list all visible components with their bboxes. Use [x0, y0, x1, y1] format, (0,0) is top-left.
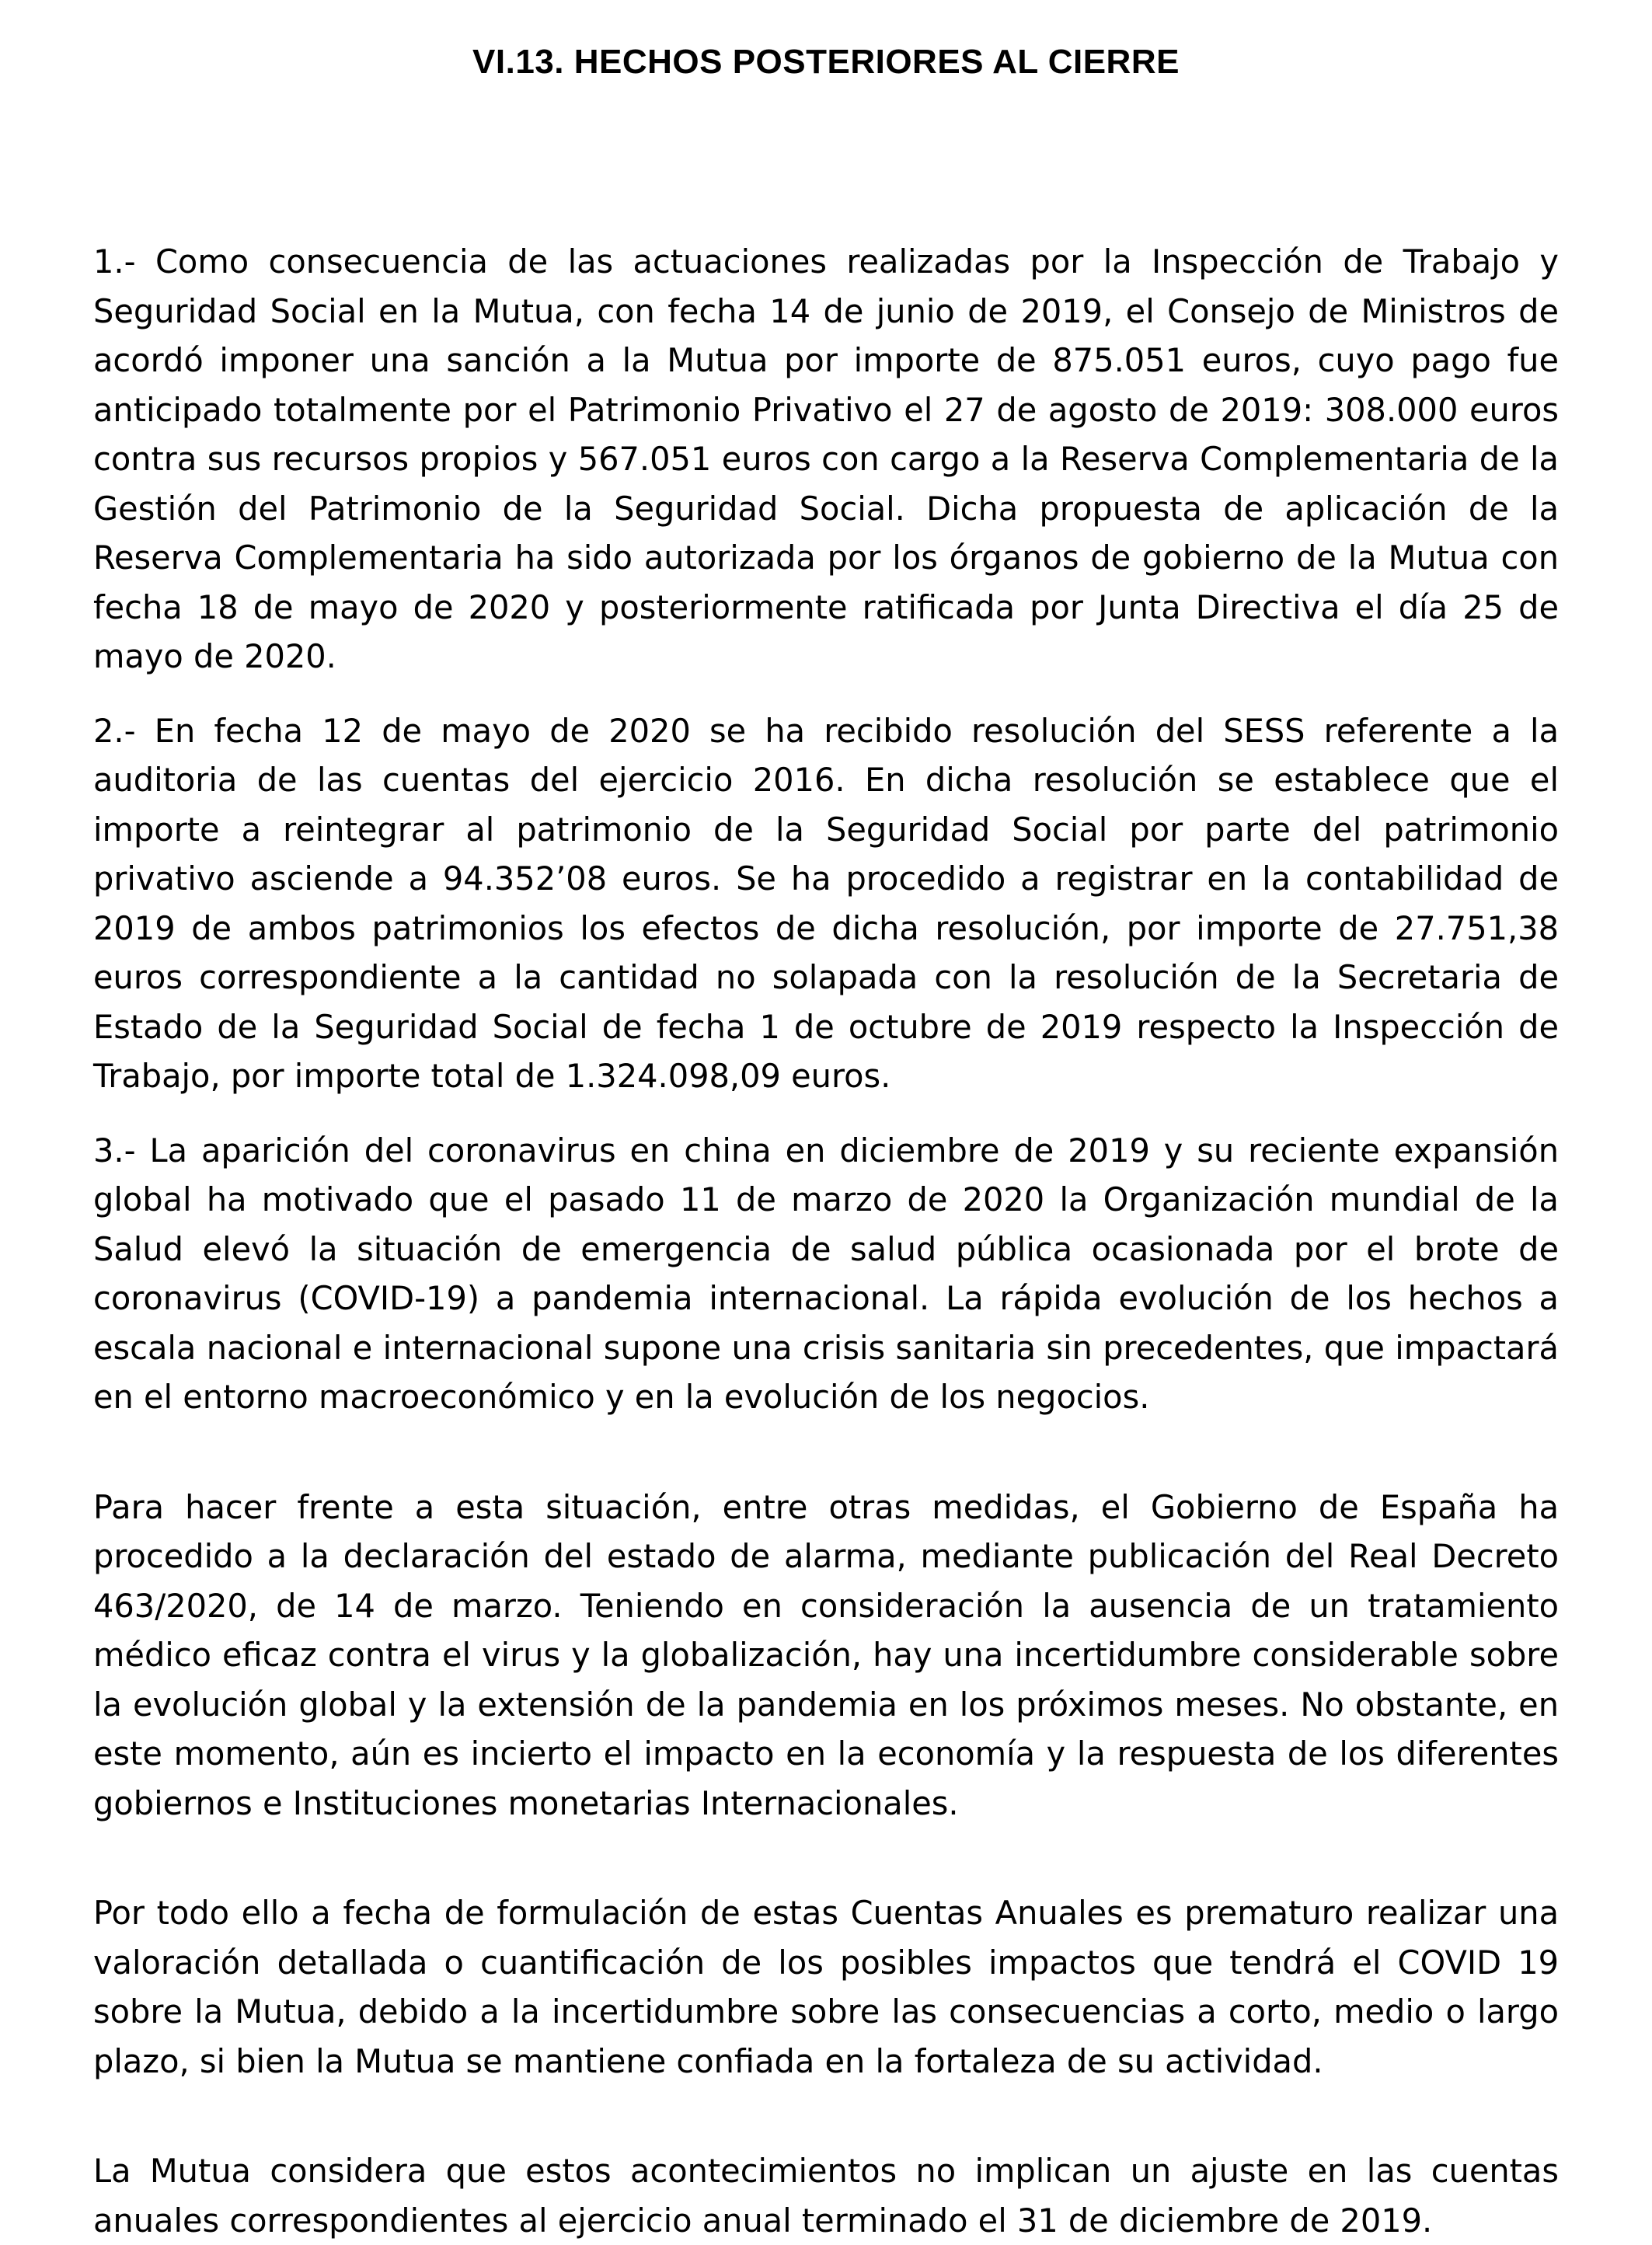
paragraph-2: 2.- En fecha 12 de mayo de 2020 se ha recibido resolución del SESS referente a la auditoria de las cuentas del ejercicio 2016. En dicha resolución se establece que el importe a reintegrar al patrimonio de la Seguridad Social por parte del patrimonio privativo asciende a 94.352’08 euros. Se ha procedido a registrar en la contabilidad de 2019 de ambos patrimonios los efectos de dicha resolución, por importe de 27.751,38 euros correspondiente a la cantidad no solapada con la resolución de la Secretaria de Estado de la Seguridad Social de fecha 1 de octubre de 2019 respecto la Inspección de Trabajo, por importe total de 1.324.098,09 euros. [93, 711, 1559, 1095]
paragraph-3: 3.- La aparición del coronavirus en china en diciembre de 2019 y su reciente expansión global ha motivado que el pasado 11 de marzo de 2020 la Organización mundial de la Salud elevó la situación de emergencia de salud pública ocasionada por el brote de coronavirus (COVID-19) a pandemia internacional. La rápida evolución de los hechos a escala nacional e internacional supone una crisis sanitaria sin precedentes, que impactará en el entorno macroeconómico y en la evolución de los negocios. [93, 1131, 1559, 1416]
document-body [93, 237, 1559, 2245]
paragraph-4: Para hacer frente a esta situación, entre otras medidas, el Gobierno de España ha procedido a la declaración del estado de alarma, mediante publicación del Real Decreto 463/2020, de 14 de marzo. Teniendo en consideración la ausencia de un tratamiento médico eficaz contra el virus y la globalización, hay una incertidumbre considerable sobre la evolución global y la extensión de la pandemia en los próximos meses. No obstante, en este momento, aún es incierto el impacto en la economía y la respuesta de los diferentes gobiernos e Instituciones monetarias Internacionales. [93, 1487, 1559, 1822]
paragraph-6: La Mutua considera que estos acontecimientos no implican un ajuste en las cuentas anuales correspondientes al ejercicio anual terminado el 31 de diciembre de 2019. [93, 2152, 1559, 2240]
section-title: VI.13. HECHOS POSTERIORES AL CIERRE [472, 43, 1180, 81]
document-page [93, 31, 1559, 2240]
paragraph-1: 1.- Como consecuencia de las actuaciones realizadas por la Inspección de Trabajo y Seguridad Social en la Mutua, con fecha 14 de junio de 2019, el Consejo de Ministros de acordó imponer una sanción a la Mutua por importe de 875.051 euros, cuyo pago fue anticipado totalmente por el Patrimonio Privativo el 27 de agosto de 2019: 308.000 euros contra sus recursos propios y 567.051 euros con cargo a la Reserva Complementaria de la Gestión del Patrimonio de la Seguridad Social. Dicha propuesta de aplicación de la Reserva Complementaria ha sido autorizada por los órganos de gobierno de la Mutua con fecha 18 de mayo de 2020 y posteriormente ratificada por Junta Directiva el día 25 de mayo de 2020. [93, 242, 1559, 675]
paragraph-5: Por todo ello a fecha de formulación de estas Cuentas Anuales es prematuro realizar una valoración detallada o cuantificación de los posibles impactos que tendrá el COVID 19 sobre la Mutua, debido a la incertidumbre sobre las consecuencias a corto, medio o largo plazo, si bien la Mutua se mantiene confiada en la fortaleza de su actividad. [93, 1894, 1559, 2080]
